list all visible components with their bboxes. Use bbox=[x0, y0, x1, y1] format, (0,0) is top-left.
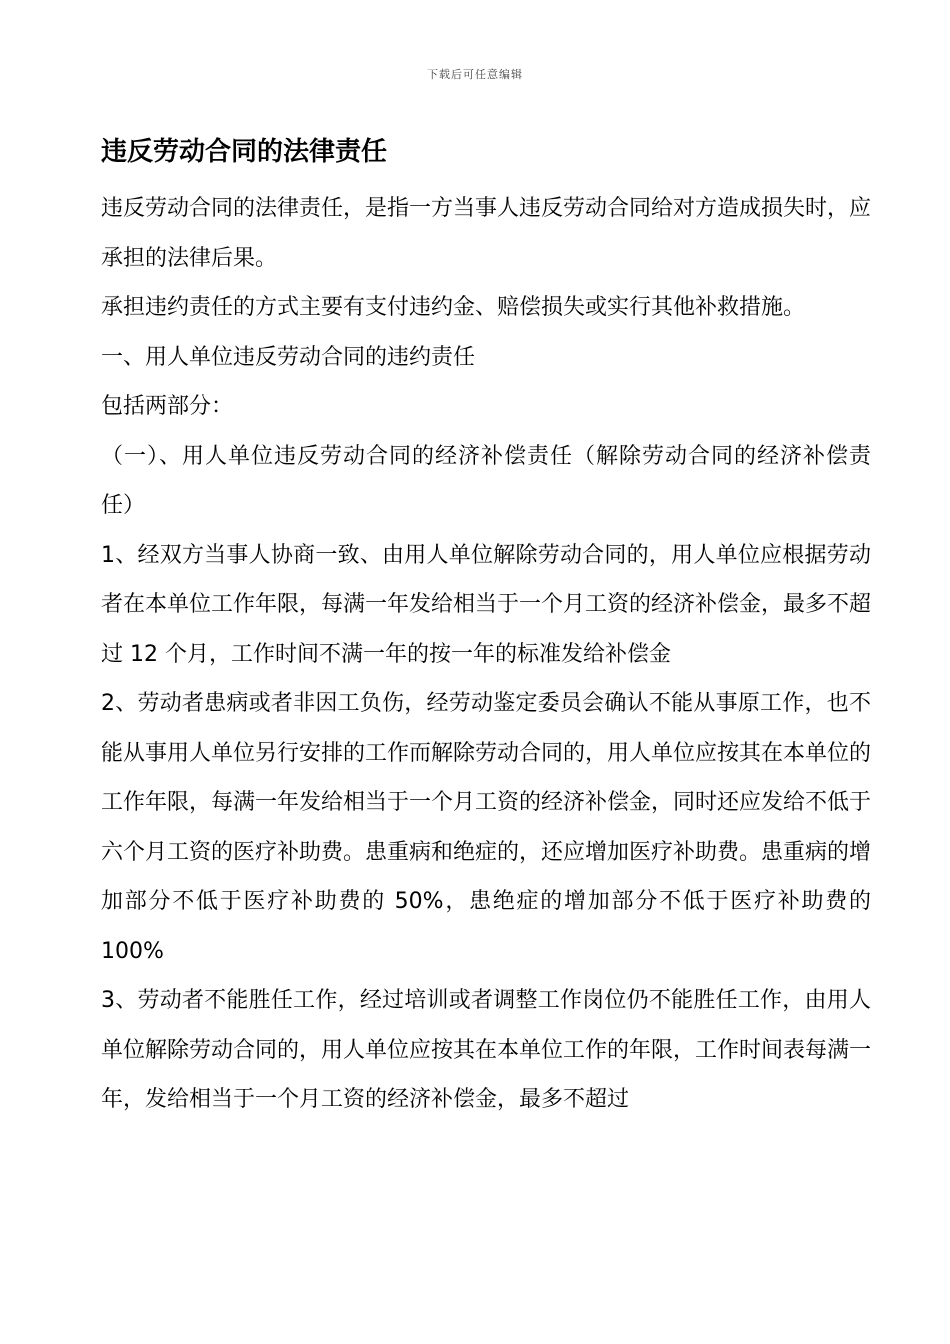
list-item-3: 3、劳动者不能胜任工作，经过培训或者调整工作岗位仍不能胜任工作，由用人单位解除劳动合同的，用人单位应按其在本单位工作的年限，工作时间表每满一年，发给相当于一个月工资的经济补偿金，最多不超过 bbox=[101, 988, 872, 1112]
section-heading-employer-liability: 一、用人单位违反劳动合同的违约责任 bbox=[101, 344, 476, 370]
paragraph-two-parts: 包括两部分： bbox=[101, 394, 234, 419]
list-item-1: 1、经双方当事人协商一致、由用人单位解除劳动合同的，用人单位应根据劳动者在本单位工作年限，每满一年发给相当于一个月工资的经济补偿金，最多不超过 12 个月，工作时间不满一年的按一年的标准发给补偿金 bbox=[101, 542, 872, 667]
paragraph-liability-methods: 承担违约责任的方式主要有支付违约金、赔偿损失或实行其他补救措施。 bbox=[101, 295, 806, 320]
document-title: 违反劳动合同的法律责任 bbox=[101, 137, 388, 167]
header-note: 下载后可任意编辑 bbox=[427, 68, 523, 81]
subsection-heading-compensation: （一）、用人单位违反劳动合同的经济补偿责任（解除劳动合同的经济补偿责任） bbox=[101, 443, 871, 518]
document-body bbox=[101, 134, 871, 1125]
list-item-2: 2、劳动者患病或者非因工负伤，经劳动鉴定委员会确认不能从事原工作，也不能从事用人单位另行安排的工作而解除劳动合同的，用人单位应按其在本单位的工作年限，每满一年发给相当于一个月工资的经济补偿金，同时还应发给不低于六个月工资的医疗补助费。患重病和绝症的，还应增加医疗补助费。患重病的增加部分不低于医疗补助费的 50%，患绝症的增加部分不低于医疗补助费的 100% bbox=[101, 691, 872, 964]
paragraph-definition: 违反劳动合同的法律责任，是指一方当事人违反劳动合同给对方造成损失时，应承担的法律后果。 bbox=[101, 196, 872, 271]
